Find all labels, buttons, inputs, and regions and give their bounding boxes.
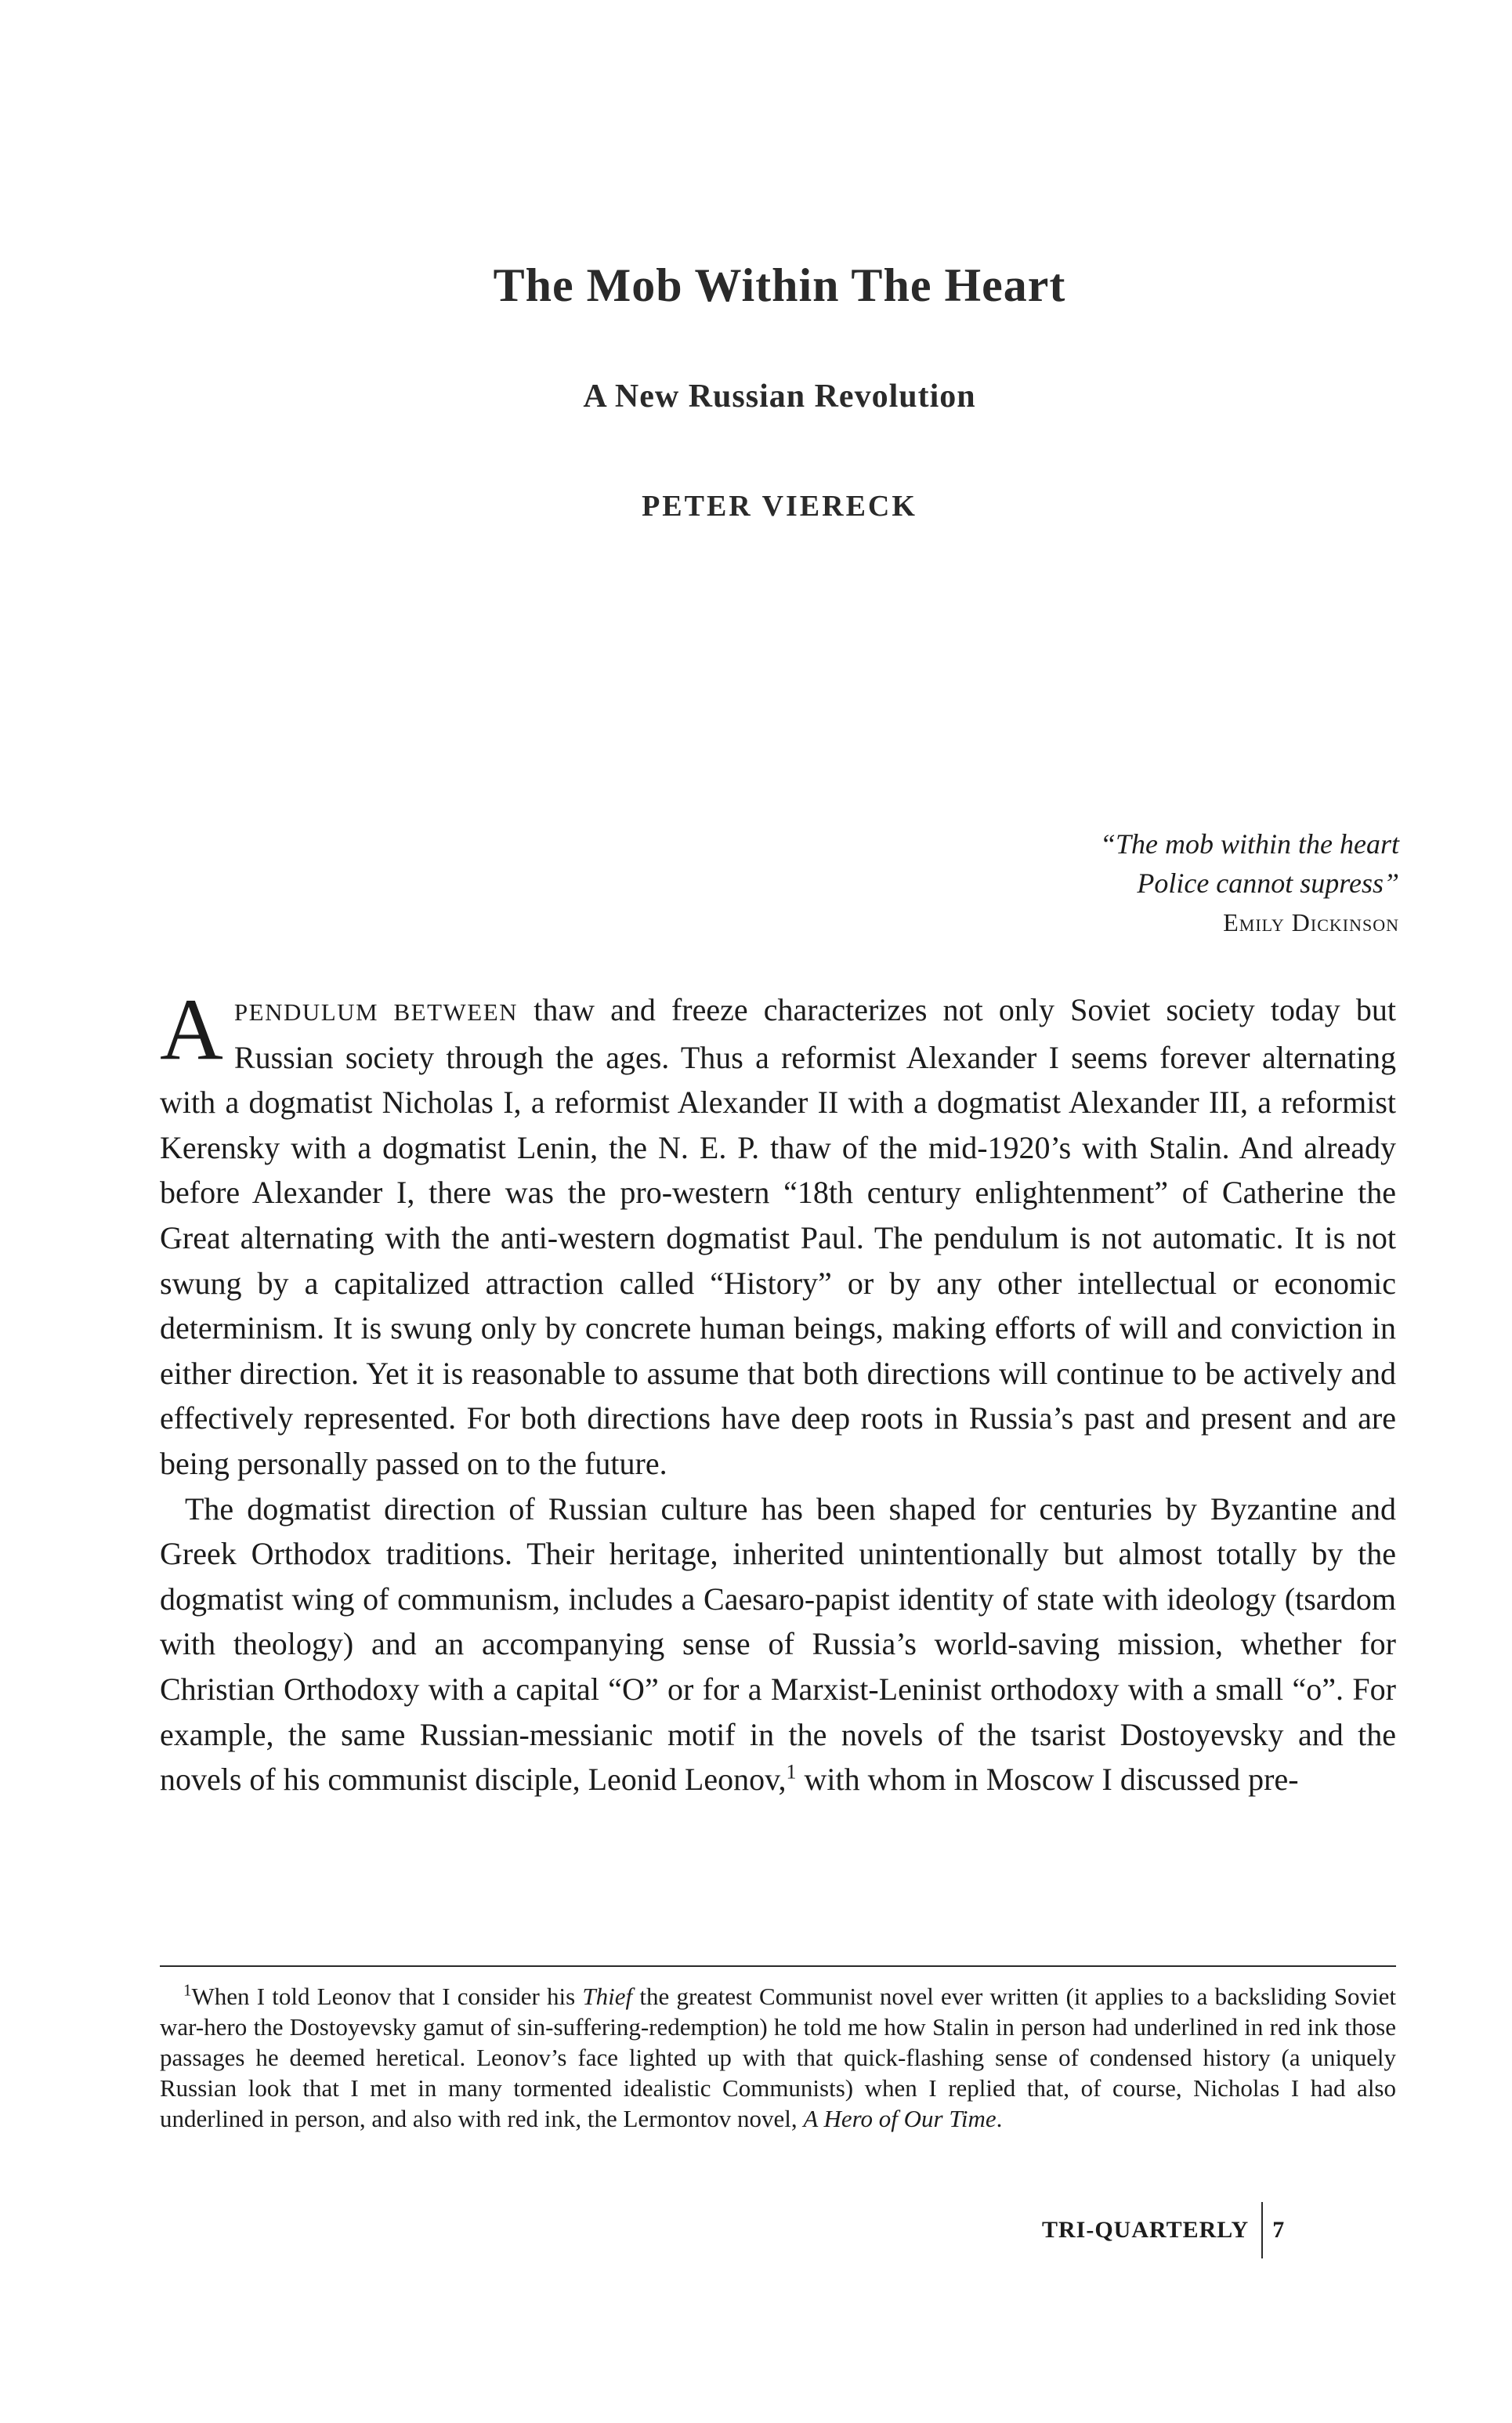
footnote-mark: 1 [183, 1980, 192, 2000]
footnote-divider [160, 1965, 1396, 1967]
article-subtitle: A New Russian Revolution [583, 378, 976, 415]
footnote-text-a: When I told Leonov that I consider his [191, 1983, 583, 2010]
footer-separator [1261, 2202, 1263, 2258]
paragraph-1 [160, 981, 1397, 1487]
article-body [160, 981, 1397, 1802]
footnote-1 [160, 1981, 1396, 2134]
epigraph-line-1: “The mob within the heart [1099, 828, 1399, 860]
journal-name: TRI-QUARTERLY [1042, 2217, 1250, 2243]
author-name: PETER VIERECK [642, 490, 917, 523]
footnote-text-b: the greatest Communist novel ever written (it applies to a backsliding Soviet war-hero the Dostoyevsky gamut of sin-suffering-redemption) he told me how Stalin in person had underlined in red ink those passages he deemed heretical. Leonov’s face lighted up with that quick-flashing sense of condensed history (a uniquely Russian look that I met in many tormented idealistic Communists) when I replied that, of course, Nicholas I had also underlined in person, and also with red ink, the Lermontov novel, [160, 1983, 1396, 2132]
epigraph-attribution: Emily Dickinson [1223, 908, 1399, 936]
paragraph-1-text: thaw and freeze characterizes not only Soviet society today but Russian society through the ages. Thus a reformist Alexander I seems forever alternating with a dogmatist Nicholas I, a reformist Alexander II with a dogmatist Alexander III, a reformist Kerensky with a dogmatist Lenin, the N. E. P. thaw of the mid-1920’s with Stalin. And already before Alexander I, there was the pro-western “18th century enlightenment” of Catherine the Great alternating with the anti-western dogmatist Paul. The pendulum is not automatic. It is not swung by a capitalized attraction called “History” or by any other intellectual or economic determinism. It is swung only by concrete human beings, making efforts of will and conviction in either direction. Yet it is reasonable to assume that both directions will continue to be actively and effectively represented. For both directions have deep roots in Russia’s past and present and are being personally passed on to the future. [160, 992, 1397, 1481]
page-footer [1042, 2204, 1285, 2257]
paragraph-2-continuation: with whom in Moscow I discussed pre- [796, 1762, 1299, 1798]
lead-in-smallcaps: PENDULUM BETWEEN [233, 998, 519, 1026]
footnote-novel-title: A Hero of Our Time [803, 2105, 997, 2132]
footnote-thief-title: Thief [582, 1983, 633, 2010]
epigraph-line-2: Police cannot supress” [1137, 867, 1399, 899]
article-title: The Mob Within The Heart [493, 259, 1066, 311]
footnote-text-c: . [996, 2105, 1003, 2132]
paragraph-2-text: The dogmatist direction of Russian culture has been shaped for centuries by Byzantine and Greek Orthodox traditions. Their heritage, inherited unintentionally but almost totally by the dogmatist wing of communism, includes a Caesaro-papist identity of state with ideology (tsardom with theology) and an accompanying sense of Russia’s world-saving mission, whether for Christian Orthodoxy with a capital “O” or for a Marxist-Leninist orthodoxy with a small “o”. For example, the same Russian-messianic motif in the novels of the tsarist Dostoyevsky and the novels of his communist disciple, Leonid Leonov, [160, 1490, 1396, 1798]
epigraph [1100, 824, 1399, 942]
footnote-reference[interactable]: 1 [786, 1760, 797, 1784]
drop-cap: A [160, 981, 223, 1078]
paragraph-2 [160, 1487, 1396, 1802]
page-number: 7 [1272, 2217, 1286, 2243]
